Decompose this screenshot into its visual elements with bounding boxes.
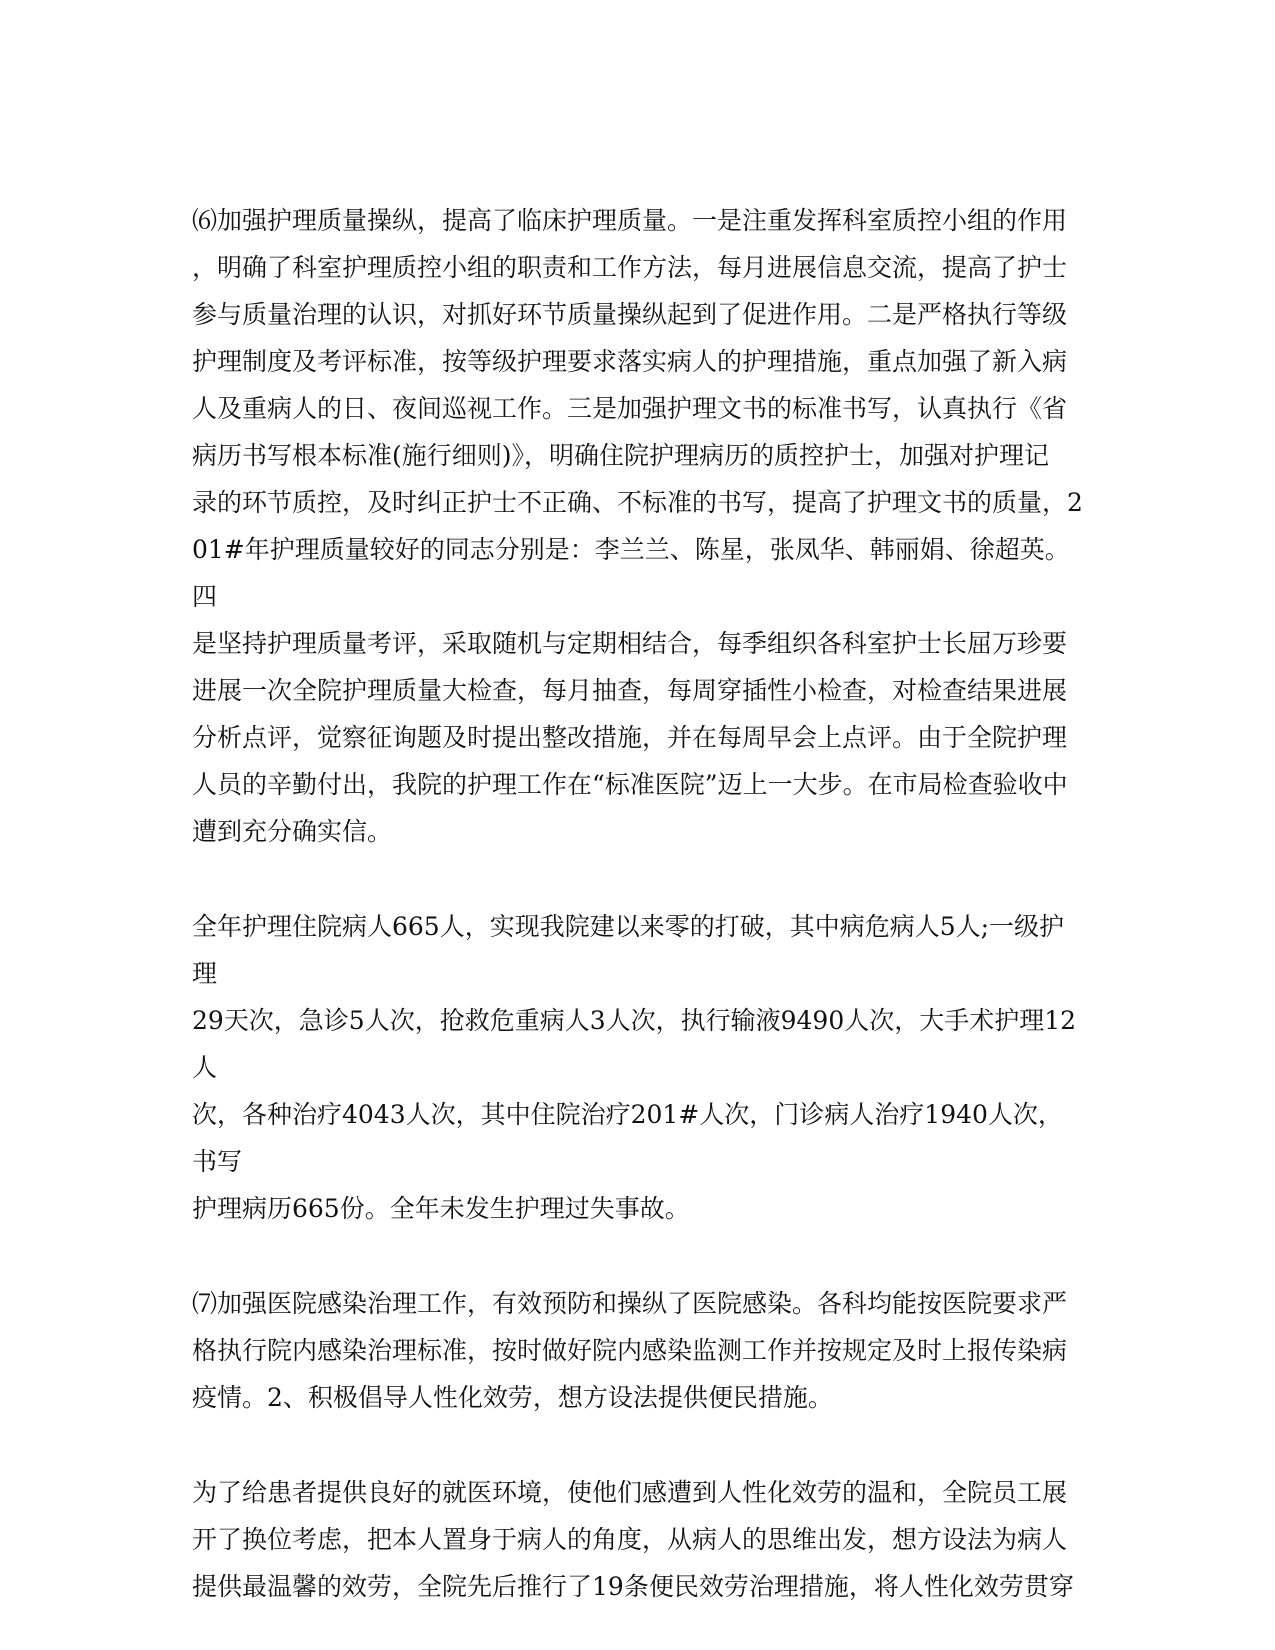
paragraph-annual-statistics: 全年护理住院病人665人，实现我院建以来零的打破，其中病危病人5人;一级护理 29天次，急诊5人次，抢救危重病人3人次，执行输液9490人次，大手术护理12人 次，各种治疗4043人次，其中住院治疗201#人次，门诊病人治疗1940人次，书写 护理病历665份。全年未发生护理过失事故。 — [192, 912, 1077, 1223]
paragraph-nursing-quality: ⑹加强护理质量操纵，提高了临床护理质量。一是注重发挥科室质控小组的作用 ，明确了科室护理质控小组的职责和工作方法，每月进展信息交流，提高了护士 参与质量治理的认识，对抓好环节质量操纵起到了促进作用。二是严格执行等级 护理制度及考评标准，按等级护理要求落实病人的护理措施，重点加强了新入病 人及重病人的日、夜间巡视工作。三是加强护理文书的标准书写，认真执行《省 病历书写根本标准(施行细则)》，明确住院护理病历的质控护士，加强对护理记 录的环节质控，及时纠正护士不正确、不标准的书写，提高了护理文书的质量，2 01#年护理质量较好的同志分别是：李兰兰、陈星，张凤华、韩丽娟、徐超英。四 是坚持护理质量考评，采取随机与定期相结合，每季组织各科室护士长屈万珍要 进展一次全院护理质量大检查，每月抽查，每周穿插性小检查，对检查结果进展 分析点评，觉察征询题及时提出整改措施，并在每周早会上点评。由于全院护理 人员的辛勤付出，我院的护理工作在“标准医院”迈上一大步。在市局检查验收中 遭到充分确实信。 — [192, 206, 1083, 846]
paragraph-gap — [192, 1421, 1084, 1469]
paragraph-infection-control: ⑺加强医院感染治理工作，有效预防和操纵了医院感染。各科均能按医院要求严 格执行院内感染治理标准，按时做好院内感染监测工作并按规定及时上报传染病 疫情。2、积极倡导人性化效劳，想方设法提供便民措施。 — [192, 1289, 1068, 1412]
document-body — [192, 197, 1084, 1610]
paragraph-humanized-service: 为了给患者提供良好的就医环境，使他们感遭到人性化效劳的温和，全院员工展 开了换位考虑，把本人置身于病人的角度，从病人的思维出发，想方设法为病人 提供最温馨的效劳，全院先后推行了19条便民效劳治理措施，将人性化效劳贯穿 — [192, 1478, 1074, 1601]
paragraph-gap — [192, 855, 1084, 903]
paragraph-gap — [192, 1232, 1084, 1280]
